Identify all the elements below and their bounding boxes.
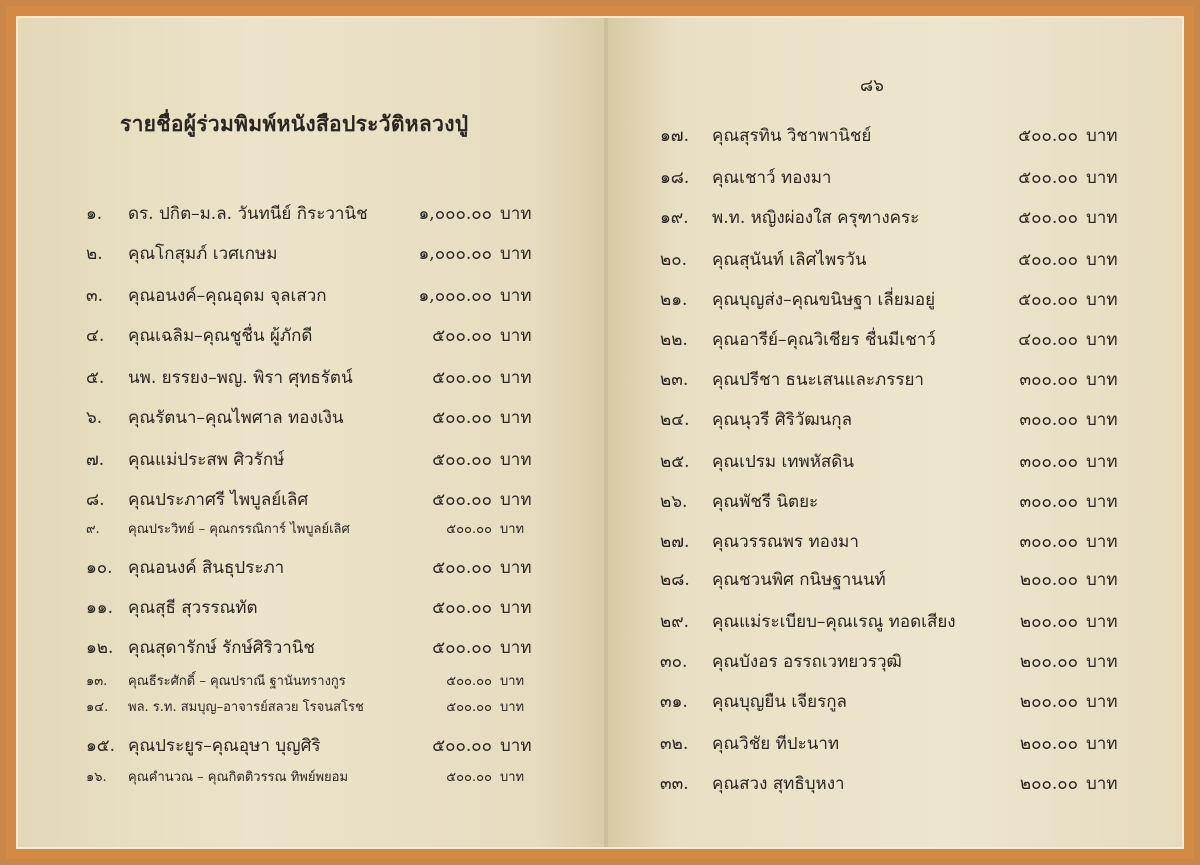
donor-row	[0, 448, 1200, 474]
donor-number: ๓๑.	[660, 692, 688, 712]
donation-amount: ๑,๐๐๐.๐๐	[418, 244, 492, 264]
donation-amount: ๕๐๐.๐๐	[1018, 126, 1078, 146]
donor-name: คุณอนงค์ สินธุประภา	[128, 558, 285, 578]
donor-name: คุณอนงค์–คุณอุดม จุลเสวก	[128, 286, 327, 306]
donor-name: คุณสวง สุทธิบุหงา	[712, 774, 845, 794]
donor-number: ๑๙.	[660, 208, 689, 228]
donor-number: ๕.	[86, 368, 105, 388]
currency-unit: บาท	[1086, 612, 1118, 632]
donor-row	[0, 648, 1200, 674]
currency-unit: บาท	[500, 368, 532, 388]
donor-row	[0, 122, 1200, 148]
donation-amount: ๕๐๐.๐๐	[432, 368, 492, 388]
donor-row	[0, 366, 1200, 392]
currency-unit: บาท	[500, 638, 532, 658]
donor-number: ๑๒.	[86, 638, 114, 658]
donation-amount: ๕๐๐.๐๐	[432, 736, 492, 756]
donor-name: คุณแม่ประสพ ศิวรักษ์	[128, 450, 285, 470]
donor-name: คุณแม่ระเบียบ–คุณเรณู ทอดเสียง	[712, 612, 956, 632]
donor-number: ๘.	[86, 490, 105, 510]
donation-amount: ๕๐๐.๐๐	[432, 408, 492, 428]
currency-unit: บาท	[1086, 774, 1118, 794]
donor-row	[0, 406, 1200, 432]
currency-unit: บาท	[500, 522, 525, 537]
currency-unit: บาท	[500, 326, 532, 346]
donor-name: คุณอารีย์–คุณวิเชียร ชื่นมีเชาว์	[712, 330, 936, 350]
currency-unit: บาท	[1086, 692, 1118, 712]
donor-number: ๓.	[86, 286, 104, 306]
donation-amount: ๕๐๐.๐๐	[1018, 208, 1078, 228]
donation-amount: ๓๐๐.๐๐	[1019, 492, 1078, 512]
donor-row	[0, 286, 1200, 312]
donor-name: คุณบุญส่ง–คุณขนิษฐา เลี่ยมอยู่	[712, 290, 936, 310]
donor-name: คุณสุดารักษ์ รักษ์ศิริวานิช	[128, 638, 315, 658]
donor-number: ๒๐.	[660, 250, 687, 270]
currency-unit: บาท	[1086, 208, 1118, 228]
donation-amount: ๒๐๐.๐๐	[1019, 692, 1078, 712]
donor-name: พล. ร.ท. สมบุญ–อาจารย์สลวย โรจนสโรช	[128, 700, 364, 715]
donor-name: คุณธีระศักดิ์ – คุณปราณี ฐานันทรางกูร	[128, 674, 346, 689]
donation-amount: ๕๐๐.๐๐	[1018, 250, 1078, 270]
donor-number: ๒๑.	[660, 290, 688, 310]
donor-row	[0, 164, 1200, 190]
donor-number: ๑๗.	[660, 126, 689, 146]
donor-number: ๓๓.	[660, 774, 689, 794]
donor-number: ๒๖.	[660, 492, 688, 512]
donation-amount: ๒๐๐.๐๐	[1019, 774, 1078, 794]
donor-name: คุณพัชรี นิตยะ	[712, 492, 819, 512]
donor-name: คุณวิชัย ทีปะนาท	[712, 734, 840, 754]
donor-row	[0, 204, 1200, 230]
currency-unit: บาท	[1086, 452, 1118, 472]
currency-unit: บาท	[500, 450, 532, 470]
currency-unit: บาท	[1086, 290, 1118, 310]
donor-name: คุณประวิทย์ – คุณกรรณิการ์ ไพบูลย์เลิศ	[128, 522, 350, 537]
donation-amount: ๔๐๐.๐๐	[1018, 330, 1078, 350]
donation-amount: ๑,๐๐๐.๐๐	[418, 204, 492, 224]
donor-number: ๖.	[86, 408, 103, 428]
donor-name: คุณประภาศรี ไพบูลย์เลิศ	[128, 490, 309, 510]
donor-name: คุณรัตนา–คุณไพศาล ทองเงิน	[128, 408, 344, 428]
donor-row	[0, 688, 1200, 714]
donor-number: ๑๕.	[86, 736, 116, 756]
donor-number: ๒๙.	[660, 612, 690, 632]
currency-unit: บาท	[500, 700, 525, 715]
donor-name: คุณประยูร–คุณอุษา บุญศิริ	[128, 736, 321, 756]
currency-unit: บาท	[1086, 734, 1118, 754]
donor-row	[0, 488, 1200, 514]
donor-name: คุณบุญยืน เจียรกูล	[712, 692, 847, 712]
donor-row	[0, 566, 1200, 592]
currency-unit: บาท	[1086, 410, 1118, 430]
currency-unit: บาท	[1086, 570, 1118, 590]
page-title: รายชื่อผู้ร่วมพิมพ์หนังสือประวัติหลวงปู่	[120, 111, 469, 136]
donation-amount: ๕๐๐.๐๐	[446, 674, 492, 689]
donor-name: คุณเฉลิม–คุณชูชื่น ผู้ภักดี	[128, 326, 313, 346]
donor-number: ๒๔.	[660, 410, 690, 430]
donor-number: ๙.	[86, 522, 100, 537]
donation-amount: ๓๐๐.๐๐	[1019, 370, 1078, 390]
donation-amount: ๕๐๐.๐๐	[1018, 168, 1078, 188]
page-number: ๘๖	[860, 76, 884, 96]
donation-amount: ๕๐๐.๐๐	[432, 558, 492, 578]
donor-row	[0, 770, 1200, 796]
donation-amount: ๕๐๐.๐๐	[432, 450, 492, 470]
donor-name: คุณวรรณพร ทองมา	[712, 532, 859, 552]
donor-number: ๒๓.	[660, 370, 689, 390]
currency-unit: บาท	[1086, 492, 1118, 512]
donor-number: ๑.	[86, 204, 103, 224]
currency-unit: บาท	[1086, 330, 1118, 350]
donor-number: ๑๘.	[660, 168, 690, 188]
donor-number: ๑๑.	[86, 598, 113, 618]
currency-unit: บาท	[500, 286, 532, 306]
donor-name: คุณสุธี สุวรรณทัต	[128, 598, 258, 618]
donor-row	[0, 326, 1200, 352]
donor-number: ๑๔.	[86, 700, 109, 715]
donation-amount: ๒๐๐.๐๐	[1019, 734, 1078, 754]
donor-name: คุณคำนวณ – คุณกิตติวรรณ ทิพย์พยอม	[128, 770, 349, 785]
currency-unit: บาท	[500, 558, 532, 578]
donor-name: คุณเชาว์ ทองมา	[712, 168, 832, 188]
donor-number: ๑๐.	[86, 558, 113, 578]
currency-unit: บาท	[1086, 250, 1118, 270]
donor-name: คุณโกสุมภ์ เวศเกษม	[128, 244, 278, 264]
donor-row	[0, 528, 1200, 554]
donation-amount: ๒๐๐.๐๐	[1019, 612, 1078, 632]
donor-name: คุณบังอร อรรถเวทยวรวุฒิ	[712, 652, 902, 672]
currency-unit: บาท	[1086, 168, 1118, 188]
donor-number: ๑๖.	[86, 770, 107, 785]
donation-amount: ๕๐๐.๐๐	[432, 490, 492, 510]
currency-unit: บาท	[500, 490, 532, 510]
donation-amount: ๕๐๐.๐๐	[446, 522, 492, 537]
donor-name: คุณเปรม เทพหัสดิน	[712, 452, 854, 472]
currency-unit: บาท	[500, 674, 525, 689]
donation-amount: ๕๐๐.๐๐	[1018, 290, 1078, 310]
donor-number: ๗.	[86, 450, 105, 470]
donation-amount: ๕๐๐.๐๐	[446, 770, 492, 785]
donation-amount: ๒๐๐.๐๐	[1019, 652, 1078, 672]
currency-unit: บาท	[1086, 652, 1118, 672]
currency-unit: บาท	[500, 598, 532, 618]
currency-unit: บาท	[1086, 126, 1118, 146]
donor-name: คุณปรีชา ธนะเสนและภรรยา	[712, 370, 924, 390]
donation-amount: ๑,๐๐๐.๐๐	[418, 286, 492, 306]
donor-name: คุณสุรทิน วิชาพานิชย์	[712, 126, 872, 146]
donor-number: ๒๕.	[660, 452, 690, 472]
currency-unit: บาท	[1086, 532, 1118, 552]
donor-number: ๓๒.	[660, 734, 689, 754]
donor-row	[0, 246, 1200, 272]
currency-unit: บาท	[500, 204, 532, 224]
currency-unit: บาท	[500, 736, 532, 756]
donation-amount: ๕๐๐.๐๐	[446, 700, 492, 715]
donor-name: คุณสุนันท์ เลิศไพรวัน	[712, 250, 867, 270]
donation-amount: ๓๐๐.๐๐	[1019, 452, 1078, 472]
donation-amount: ๒๐๐.๐๐	[1019, 570, 1078, 590]
donor-row	[0, 730, 1200, 756]
currency-unit: บาท	[1086, 370, 1118, 390]
donor-number: ๒.	[86, 244, 103, 264]
donor-number: ๒๒.	[660, 330, 688, 350]
donor-name: คุณนุวรี ศิริวัฒนกุล	[712, 410, 853, 430]
donor-number: ๓๐.	[660, 652, 688, 672]
donor-name: พ.ท. หญิงผ่องใส ครุฑางคระ	[712, 208, 920, 228]
donation-amount: ๓๐๐.๐๐	[1019, 532, 1078, 552]
donation-amount: ๓๐๐.๐๐	[1019, 410, 1078, 430]
donor-name: นพ. ยรรยง–พญ. พิรา ศุทธรัตน์	[128, 368, 353, 388]
currency-unit: บาท	[500, 244, 532, 264]
donor-number: ๒๘.	[660, 570, 690, 590]
donor-number: ๔.	[86, 326, 105, 346]
donor-row	[0, 608, 1200, 634]
donor-name: คุณชวนพิศ กนิษฐานนท์	[712, 570, 886, 590]
currency-unit: บาท	[500, 770, 525, 785]
donation-amount: ๕๐๐.๐๐	[432, 598, 492, 618]
donation-amount: ๕๐๐.๐๐	[432, 638, 492, 658]
donor-number: ๒๗.	[660, 532, 690, 552]
donation-amount: ๕๐๐.๐๐	[432, 326, 492, 346]
donor-number: ๑๓.	[86, 674, 108, 689]
donor-name: ดร. ปกิต–ม.ล. วันทนีย์ กิระวานิช	[128, 204, 368, 224]
currency-unit: บาท	[500, 408, 532, 428]
